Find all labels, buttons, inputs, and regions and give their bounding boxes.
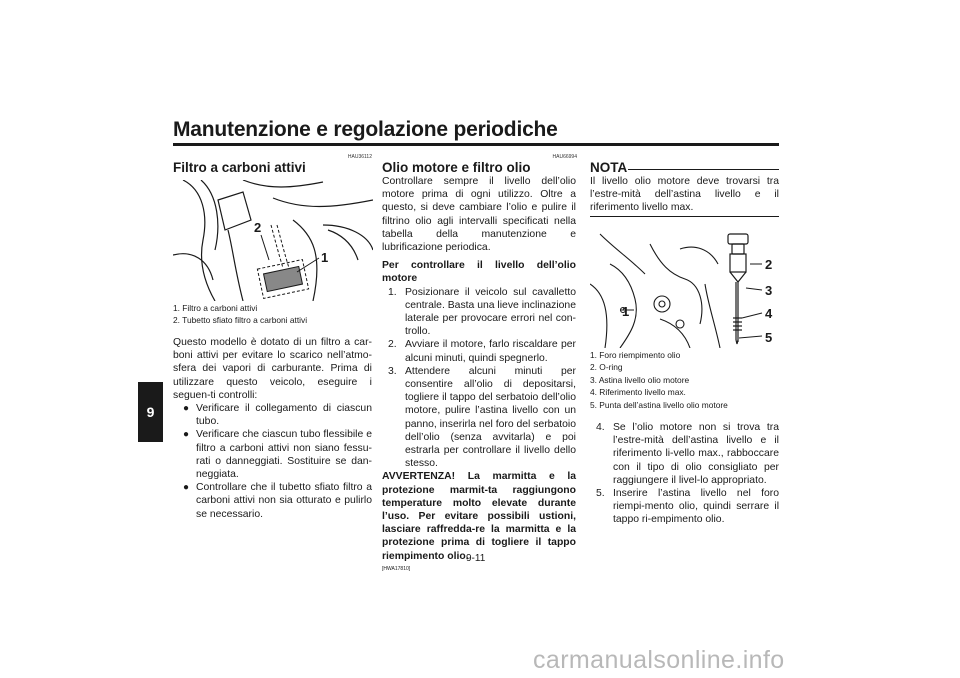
step-number: 4. <box>596 422 605 433</box>
step-number: 5. <box>596 488 605 500</box>
warning-block <box>382 470 576 562</box>
subheading: Per controllare il livello dell’olio motore <box>382 260 576 285</box>
callout-3: 3 <box>765 283 773 298</box>
bullet-icon: ● <box>183 403 190 415</box>
caption-item: 3. Astina livello olio motore <box>590 374 690 385</box>
bullet-icon: ● <box>183 482 190 494</box>
warning-code: [HWA17810] <box>382 565 411 572</box>
nota-label: NOTA <box>590 160 628 175</box>
caption-item: 4. Riferimento livello max. <box>590 387 686 398</box>
section-heading: Filtro a carboni attivi <box>173 160 306 175</box>
intro-paragraph: Controllare sempre il livello dell’olio motore prima di ogni utilizzo. Oltre a questo, si deve cambiare l’olio e pulire il filtrino olio agli intervalli specificati nella tabella della manutenzione e lubrificazione periodica. <box>382 176 576 254</box>
caption-item: 5. Punta dell’astina livello olio motore <box>590 399 728 410</box>
warning-label: AVVERTENZA! <box>382 471 456 483</box>
chapter-tab: 9 <box>138 382 163 442</box>
intro-paragraph: Questo modello è dotato di un filtro a car-boni attivi per evitare lo scarico nell’atmo-sfera dei vapori di carburante. Prima di utilizzare questo veicolo, eseguire i seguen-ti controlli: <box>173 337 372 401</box>
figure-captions <box>173 302 373 327</box>
section-code: HAU36112 <box>347 154 372 160</box>
callout-2: 2 <box>254 220 262 235</box>
bullet-icon: ● <box>183 429 190 441</box>
figure-captions <box>590 349 779 411</box>
watermark-link[interactable]: carmanualsonline.info <box>533 646 785 674</box>
title-rule <box>173 143 779 146</box>
step-item <box>590 487 779 527</box>
step-item <box>382 365 576 471</box>
step-number: 2. <box>388 339 397 351</box>
callout-1: 1 <box>622 304 630 319</box>
callout-4: 4 <box>765 306 773 321</box>
step-number: 1. <box>388 286 397 298</box>
step-number: 3. <box>388 365 397 377</box>
caption-item: 1. Filtro a carboni attivi <box>173 303 258 313</box>
caption-item: 2. Tubetto sfiato filtro a carboni attivi <box>173 315 308 326</box>
step-text: Avviare il motore, farlo riscaldare per alcuni minuti, quindi spegnerlo. <box>405 339 576 364</box>
nota-rule-bottom <box>590 216 779 217</box>
nota-rule-top <box>628 169 779 170</box>
callout-5: 5 <box>765 330 773 345</box>
middle-body <box>382 175 576 572</box>
bullet-text: Controllare che il tubetto sfiato filtro a carboni attivi non sia otturato e pulirlo se necessario. <box>196 482 372 520</box>
oil-level-illustration <box>590 224 779 348</box>
step-text: Attendere alcuni minuti per consentire all’olio di depositarsi, togliere il tappo del serbatoio dell’olio motore, pulire l’astina livello con un panno, inserirla nel foro del serbatoio dell’olio (senza avvitarla) e poi estrarla per controllare il livello dello stesso. <box>405 365 576 470</box>
warning-text: La marmitta e la protezione marmit-ta raggiungono temperature molto elevate durante l’uso. Per evitare possibili ustioni, lasciare raffredda-re la marmitta e la protezione prima di togliere il tappo riempimento olio. <box>382 471 576 562</box>
callout-1: 1 <box>321 250 329 265</box>
bullet-text: Verificare il collegamento di ciascun tubo. <box>196 403 372 428</box>
bullet-item <box>173 481 372 521</box>
bullet-item <box>173 402 372 428</box>
caption-item: 1. Foro riempimento olio <box>590 350 681 360</box>
step-text: Inserire l’astina livello nel foro riempi-mento olio, quindi serrare il tappo ri-empimento olio. <box>613 488 779 526</box>
caption-item: 2. O-ring <box>590 362 623 373</box>
callout-2: 2 <box>765 257 773 272</box>
step-text: Se l’olio motore non si trova tra l’estre-mità dell’astina livello e il riferimento li-vello max., rabboccare con il tipo di olio consigliato per raggiungere il livel-lo appropriato. <box>613 422 779 486</box>
page-title: Manutenzione e regolazione periodiche <box>173 118 558 141</box>
step-item <box>382 338 576 364</box>
page-number: 9-11 <box>466 553 486 564</box>
section-heading: Olio motore e filtro olio <box>382 160 531 175</box>
left-body <box>173 336 372 521</box>
bullet-text: Verificare che ciascun tubo flessibile e filtro a carboni attivi non siano fessu-rati o danneggiati. Sostituire se dan-neggiata. <box>196 429 372 481</box>
bullet-item <box>173 428 372 481</box>
step-text: Posizionare il veicolo sul cavalletto centrale. Basta una lieve inclinazione laterale per provocare errori nel con-trollo. <box>405 286 576 338</box>
step-item <box>382 286 576 339</box>
step-item <box>590 421 779 487</box>
nota-text: Il livello olio motore deve trovarsi tra l’estre-mità dell’astina livello e il riferimento livello max. <box>590 176 779 214</box>
right-body <box>590 421 779 527</box>
carbon-filter-illustration <box>173 180 373 301</box>
section-code: HAU66994 <box>552 154 577 160</box>
